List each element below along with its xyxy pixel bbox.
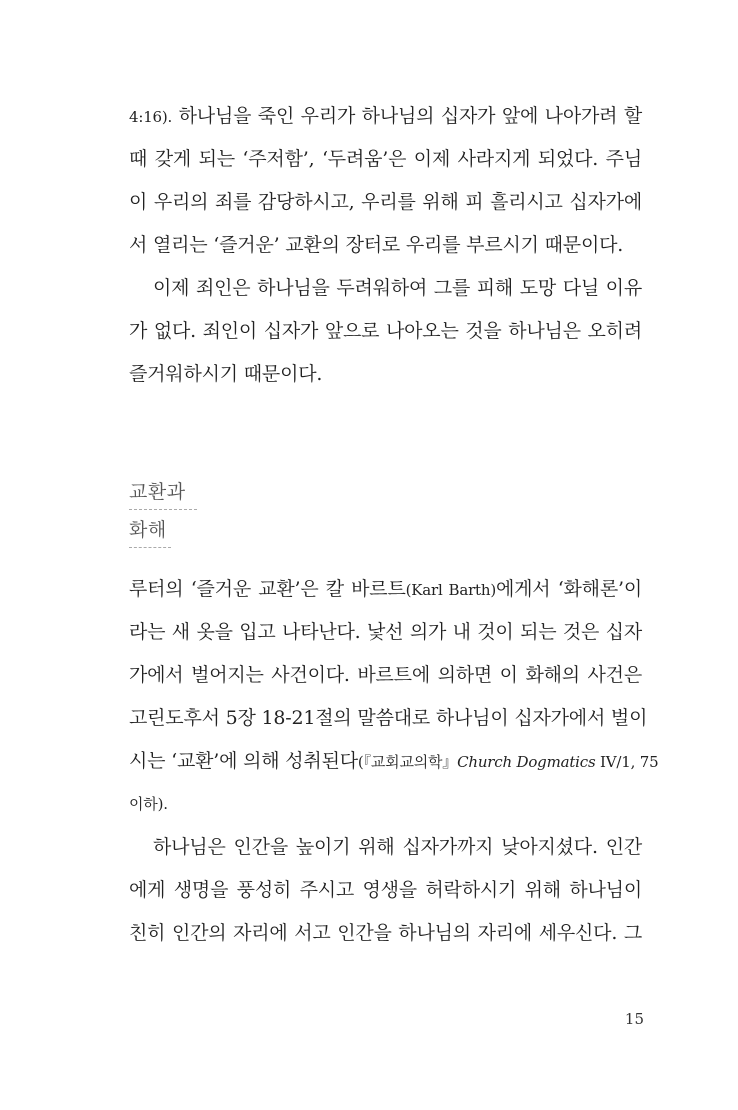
page-number: 15	[624, 1010, 644, 1028]
text-line: 루터의 ‘즐거운 교환’은 칼 바르트(Karl Barth)에게서 ‘화해론’이	[129, 578, 642, 600]
text-line: 고린도후서 5장 18-21절의 말씀대로 하나님이 십자가에서 벌이	[129, 707, 648, 729]
body-text-bottom	[129, 568, 659, 955]
name-annotation: (Karl Barth)	[405, 581, 496, 599]
text-line: 라는 새 옷을 입고 나타난다. 낯선 의가 내 것이 되는 것은 십자	[129, 621, 642, 643]
text-line: 이제 죄인은 하나님을 두려워하여 그를 피해 도망 다닐 이유	[153, 277, 642, 299]
text-line: 가에서 벌어지는 사건이다. 바르트에 의하면 이 화해의 사건은	[129, 664, 642, 686]
section-heading-line2: 화해	[129, 516, 171, 548]
text-line: 가 없다. 죄인이 십자가 앞으로 나아오는 것을 하나님은 오히려	[129, 320, 642, 342]
text-line: 이하).	[129, 795, 168, 813]
text-line: 친히 인간의 자리에 서고 인간을 하나님의 자리에 세우신다. 그	[129, 922, 642, 944]
text-line: 4:16). 하나님을 죽인 우리가 하나님의 십자가 앞에 나아가려 할	[129, 105, 642, 127]
scripture-citation: 4:16).	[129, 108, 173, 126]
text-line: 시는 ‘교환’에 의해 성취된다(『교회교의학』Church Dogmatics IV/1, 75	[129, 750, 659, 772]
section-heading-line1: 교환과	[129, 478, 197, 510]
text-line: 즐거워하시기 때문이다.	[129, 363, 323, 385]
body-text-top	[129, 95, 642, 396]
text-line: 서 열리는 ‘즐거운’ 교환의 장터로 우리를 부르시기 때문이다.	[129, 234, 624, 256]
book-title: Church Dogmatics	[457, 753, 596, 771]
text-line: 하나님은 인간을 높이기 위해 십자가까지 낮아지셨다. 인간	[153, 836, 642, 858]
book-citation: (『교회교의학』Church Dogmatics IV/1, 75	[357, 753, 659, 771]
text-line: 때 갖게 되는 ‘주저함’, ‘두려움’은 이제 사라지게 되었다. 주님	[129, 148, 642, 170]
text-line: 이 우리의 죄를 감당하시고, 우리를 위해 피 흘리시고 십자가에	[129, 191, 642, 213]
text-line: 에게 생명을 풍성히 주시고 영생을 허락하시기 위해 하나님이	[129, 879, 642, 901]
